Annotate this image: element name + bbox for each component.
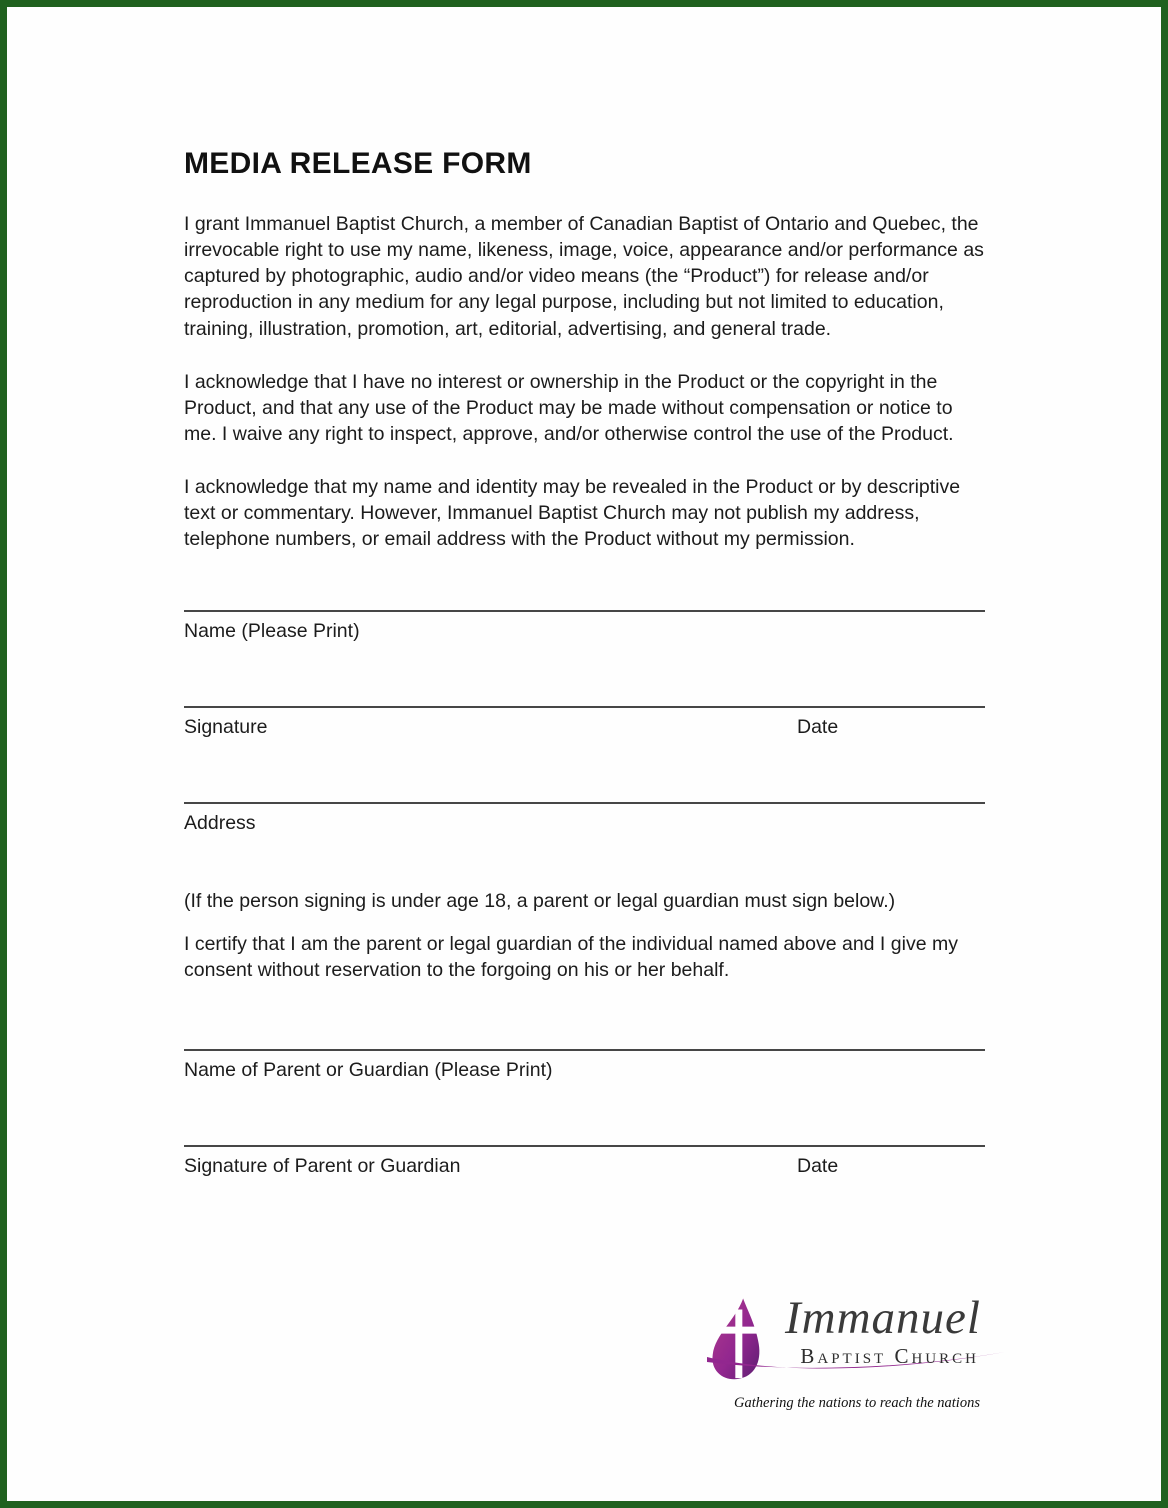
signer-fields	[184, 610, 985, 838]
date-field-label: Date	[797, 716, 839, 739]
guardian-name-field	[184, 1049, 985, 1085]
church-logo	[701, 1292, 1013, 1412]
page-title: MEDIA RELEASE FORM	[184, 147, 532, 180]
guardian-consent-paragraph: I certify that I am the parent or legal guardian of the individual named above and I give my consent without reservation to the forgoing on his or her behalf.	[184, 932, 958, 981]
guardian-name-field-label: Name of Parent or Guardian (Please Print)	[184, 1058, 553, 1081]
minor-note: (If the person signing is under age 18, a parent or legal guardian must sign below.)	[184, 890, 896, 913]
guardian-fields	[184, 1049, 985, 1181]
document-content	[7, 7, 1161, 1181]
guardian-date-field-label: Date	[797, 1154, 839, 1177]
guardian-signature-field-label: Signature of Parent or Guardian	[184, 1154, 461, 1177]
grant-paragraph: I grant Immanuel Baptist Church, a member of Canadian Baptist of Ontario and Quebec, the irrevocable right to use my name, likeness, image, voice, appearance and/or performance as captured by photographic, audio and/or video means (the “Product”) for release and/or reproduction in any medium for any legal purpose, including but not limited to education, training, illustration, promotion, art, editorial, advertising, and general trade.	[184, 213, 984, 340]
address-field	[184, 802, 985, 838]
church-logo-mark-icon	[701, 1297, 779, 1389]
church-name: Immanuel	[785, 1292, 981, 1344]
identity-paragraph: I acknowledge that my name and identity may be revealed in the Product or by descriptive text or commentary. However, Immanuel Baptist Church may not publish my address, telephone numbers, or email address with the Product without my permission.	[184, 476, 961, 551]
name-field-label: Name (Please Print)	[184, 620, 360, 643]
address-field-label: Address	[184, 812, 256, 835]
church-subtitle: Baptist Church	[800, 1344, 979, 1368]
guardian-signature-field	[184, 1145, 985, 1181]
signature-field-label: Signature	[184, 716, 268, 739]
name-field	[184, 610, 985, 646]
ownership-paragraph: I acknowledge that I have no interest or ownership in the Product or the copyright in the Product, and that any use of the Product may be made without compensation or notice to me. I waive any right to inspect, approve, and/or otherwise control the use of the Product.	[184, 370, 954, 445]
signature-field	[184, 706, 985, 742]
church-tagline: Gathering the nations to reach the nations	[734, 1395, 980, 1411]
